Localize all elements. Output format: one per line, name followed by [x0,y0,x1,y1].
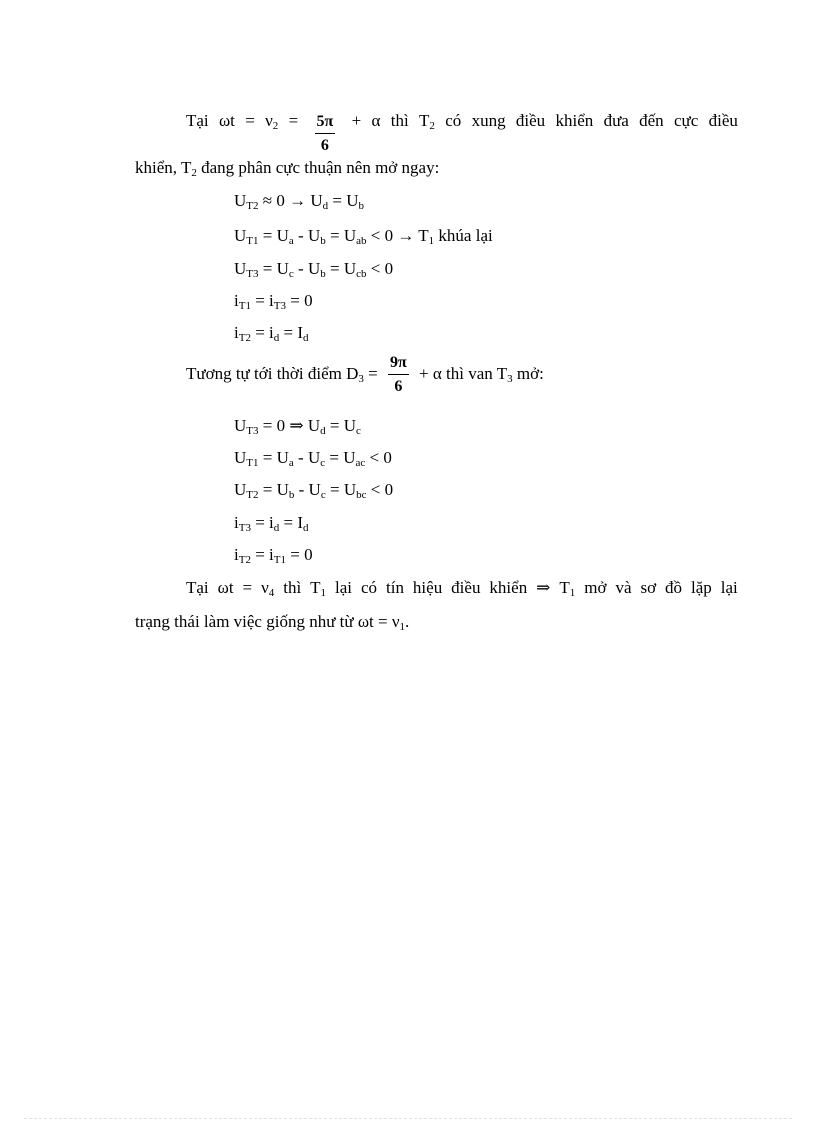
implies-symbol: ⇒ [536,578,551,597]
word: = [245,111,255,130]
equation-line: $U_{T1} = U_a - U_c = U_{ac} < 0$ [234,448,392,469]
word: có [360,578,378,597]
fraction-numerator: 5π [315,114,336,134]
word: lại [335,578,353,597]
para1-line2: khiển, $T_2$ đang phân cực thuận nên mở ngay: [135,158,440,179]
equation-line: $U_{T2} = U_b - U_c = U_{bc} < 0$ [234,480,394,501]
word: Tại [186,578,209,597]
word: điều [451,578,481,597]
word: và [615,578,632,597]
word: cực [674,111,699,130]
word: mở [584,578,607,597]
para3-line2: trạng thái làm việc giống như từ $\omega t = \nu_1$. [135,612,410,633]
word: ωt [218,111,235,130]
nu-symbol: $\nu_4$ [261,578,275,599]
equation-line: $i_{T3} = i_d = I_d$ [234,513,309,534]
fraction-5pi-6 [315,114,336,154]
para3-line1 [186,578,738,599]
word: = [242,578,253,597]
para1-line1 [186,108,738,154]
word: thì [283,578,302,597]
word: + [351,111,362,130]
word: đưa [603,111,629,130]
word: thì [390,111,409,130]
equation-line: $U_{T1} = U_a - U_b = U_{ab} < 0 \to T_1$ khúa lại [234,226,493,247]
alpha-symbol: α [371,111,381,130]
word: điều [708,111,738,130]
word: điều [515,111,546,130]
word: đồ [665,578,683,597]
word: khiển [555,111,594,130]
word: tín [386,578,404,597]
fraction-denominator: 6 [320,137,329,154]
word: hiệu [412,578,443,597]
t-symbol: $T_1$ [559,578,576,599]
equation-line: $i_{T1} = i_{T3} = 0$ [234,291,313,312]
t-symbol: $T_1$ [310,578,327,599]
fraction-9pi-6 [388,355,409,395]
equation-line: $U_{T3} = U_c - U_b = U_{cb} < 0$ [234,259,394,280]
word: khiển [489,578,528,597]
word: Tại [186,111,209,130]
equation-line: $U_{T3} = 0$ ⇒ $U_d = U_c$ [234,416,361,437]
word: ωt [217,578,234,597]
fraction-numerator: 9π [388,355,409,375]
word: xung [471,111,506,130]
para2-line: Tương tự tới thời điểm $D_3$ = $\frac{9\pi}{6}$ + α thì van $T_3$ mở: [186,354,544,396]
word: đến [639,111,664,130]
equation-line: $i_{T2} = i_{T1} = 0$ [234,545,313,566]
word: = [288,111,299,130]
word: có [445,111,462,130]
nu-symbol: $\nu_2$ [265,111,279,132]
page-bottom-divider [24,1118,792,1119]
equation-line: $U_{T2} \approx 0 \to U_d = U_b$ [234,191,364,212]
t-symbol: $T_2$ [419,111,435,132]
word: sơ [640,578,657,597]
word: lại [720,578,738,597]
word: lặp [691,578,712,597]
equation-line: $i_{T2} = i_d = I_d$ [234,323,309,344]
fraction-denominator: 6 [394,378,403,396]
